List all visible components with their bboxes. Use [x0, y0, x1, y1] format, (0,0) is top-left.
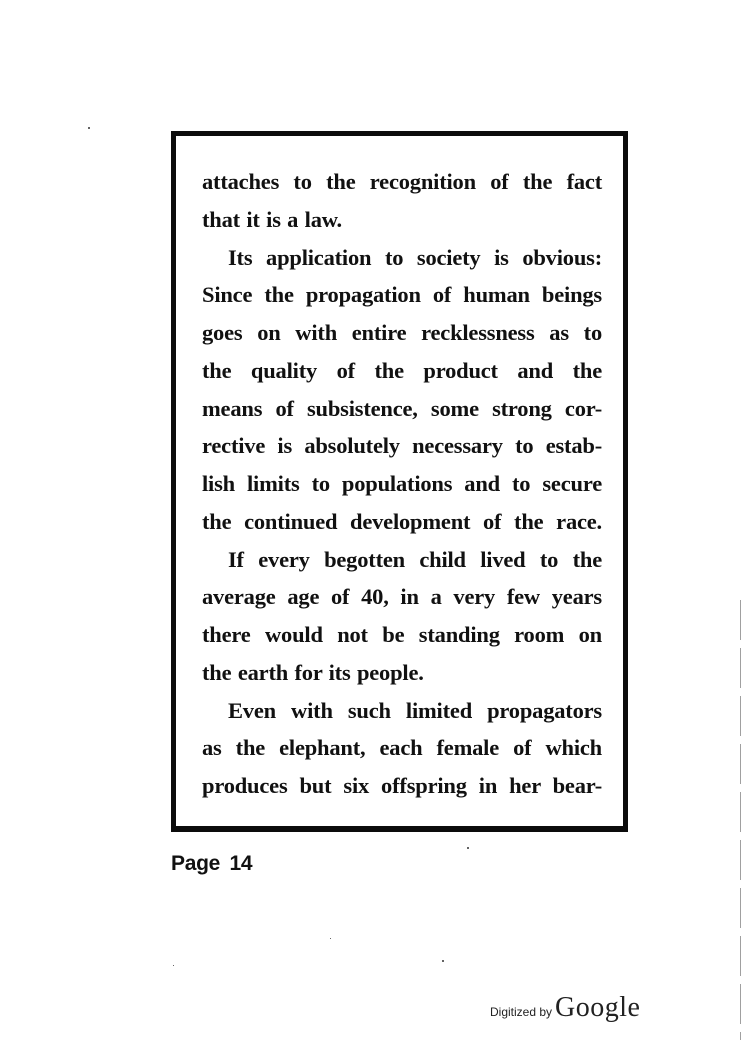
text-line: Its application to society is obvious: [228, 244, 602, 270]
text-line: the quality of the product and the [202, 357, 602, 383]
page-number [171, 852, 252, 876]
text-line: average age of 40, in a very few years [202, 584, 602, 610]
scan-speck [467, 847, 469, 849]
body-text [202, 163, 602, 805]
text-line: produces but six offspring in her bear- [202, 773, 602, 798]
text-line: rective is absolutely necessary to estab- [202, 433, 602, 459]
scan-speck [173, 965, 174, 966]
google-logo: Google [555, 992, 641, 1023]
text-line: as the elephant, each female of which [202, 735, 602, 761]
scan-speck [442, 960, 444, 962]
scan-edge-line [740, 600, 741, 1040]
watermark-prefix: Digitized by [490, 1005, 553, 1019]
page-number-value: 14 [229, 852, 253, 875]
text-line: the earth for its people. [202, 659, 424, 685]
text-line: that it is a law. [202, 206, 342, 232]
text-line: the continued development of the race. [202, 508, 602, 534]
text-line: Even with such limited propagators [228, 697, 602, 723]
scan-speck [330, 938, 331, 939]
digitized-by-watermark [490, 992, 640, 1024]
text-line: Since the propagation of human beings [202, 282, 602, 308]
text-line: If every begotten child lived to the [228, 546, 602, 572]
text-line: there would not be standing room on [202, 622, 602, 647]
text-line: attaches to the recognition of the fact [202, 169, 602, 194]
text-line: goes on with entire recklessness as to [202, 320, 602, 345]
text-line: lish limits to populations and to secure [202, 471, 602, 496]
page-number-label: Page [171, 852, 220, 875]
scan-speck [88, 127, 90, 129]
text-line: means of subsistence, some strong cor- [202, 395, 602, 421]
